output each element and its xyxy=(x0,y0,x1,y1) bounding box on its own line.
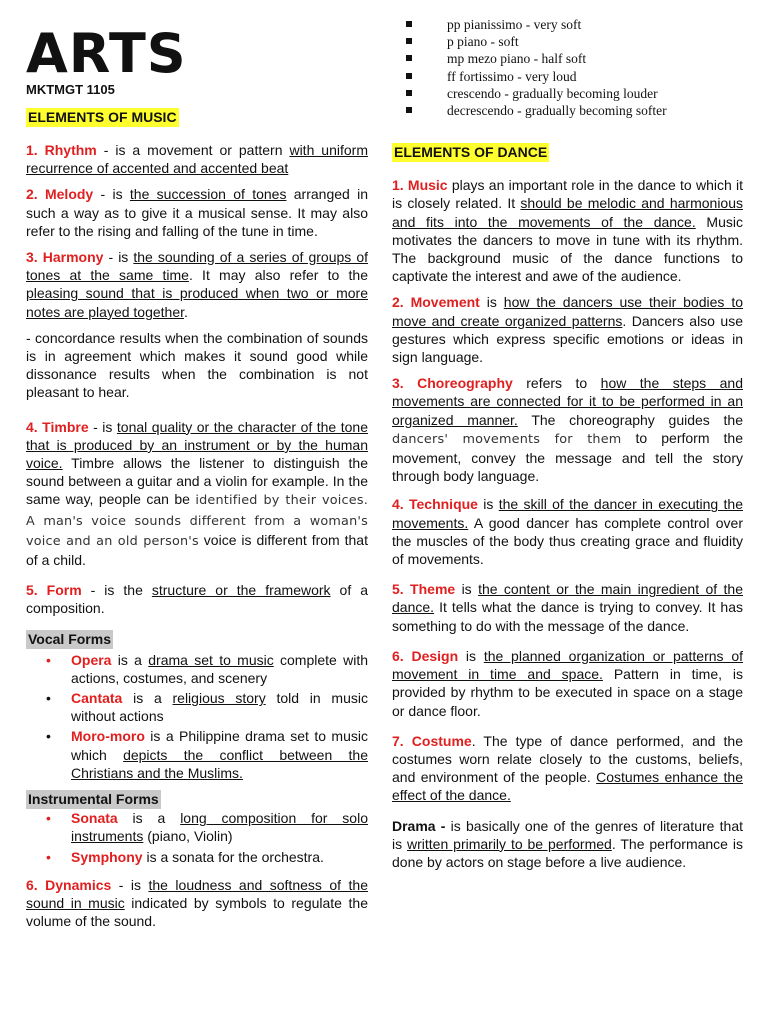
timbre-text-2: Timbre allows the listener to distinguish the sound between a guitar and a violin for example. In the same way, people can be xyxy=(26,455,368,508)
dynamics-text-2: indicated by symbols to regulate the volume of the sound. xyxy=(26,894,368,930)
dance-music-term: 1. Music xyxy=(392,177,448,194)
form-name: Opera xyxy=(71,651,112,668)
choreography-text: refers to xyxy=(512,375,601,392)
timbre-definition: tonal quality or the character of the tone that is produced by an instrument or by the human voice. xyxy=(26,418,368,472)
rhythm-term: 1. Rhythm xyxy=(26,142,97,158)
movement-paragraph xyxy=(392,293,743,366)
list-item xyxy=(392,68,743,85)
harmony-text: - is xyxy=(103,249,134,266)
timbre-paragraph xyxy=(26,418,368,570)
design-term: 6. Design xyxy=(392,647,459,664)
form-text-2: (piano, Violin) xyxy=(143,828,233,845)
form-name: Moro-moro xyxy=(71,728,145,745)
theme-text-2: It tells what the dance is trying to convey. It has something to do with the message of the dance. xyxy=(392,599,743,634)
dance-heading: ELEMENTS OF DANCE xyxy=(394,144,548,161)
dynamics-symbol: crescendo - gradually becoming louder xyxy=(447,85,658,101)
costume-definition: Costumes enhance the effect of the dance. xyxy=(392,769,744,804)
timbre-text: - is xyxy=(88,418,117,435)
harmony-paragraph xyxy=(26,248,368,321)
bullet-icon: • xyxy=(46,728,51,745)
costume-term: 7. Costume xyxy=(392,732,472,749)
music-heading: ELEMENTS OF MUSIC xyxy=(28,109,177,125)
square-bullet-icon xyxy=(406,73,412,79)
costume-paragraph xyxy=(392,732,743,805)
harmony-text-3: . xyxy=(184,303,188,320)
form-text: is a xyxy=(122,690,173,707)
timbre-text-4: voice is different from that of a child. xyxy=(26,531,368,569)
theme-definition: the content or the main ingredient of the dance. xyxy=(392,581,743,616)
technique-text-2: A good dancer has complete control over the muscles of the body thus creating grace and fluidity of movements. xyxy=(392,514,743,568)
melody-text-2: arranged in such a way as to give it a musical sense. It may also refer to the rising and falling of the tune in time. xyxy=(26,186,369,239)
technique-term: 4. Technique xyxy=(392,496,478,513)
dynamics-term: 6. Dynamics xyxy=(26,876,112,893)
square-bullet-icon xyxy=(406,38,412,44)
page-title: ARTS xyxy=(26,22,187,85)
bullet-icon: • xyxy=(46,690,51,707)
harmony-definition: the sounding of a series of groups of tones at the same time xyxy=(26,249,368,284)
form-definition: depicts the conflict between the Christians and the Muslims. xyxy=(71,746,368,781)
dynamics-symbol: decrescendo - gradually becoming softer xyxy=(447,103,667,119)
instrumental-forms-heading: Instrumental Forms xyxy=(28,791,159,808)
choreography-definition: how the steps and movements are connected for it to be performed in an organized manner. xyxy=(392,375,743,428)
bullet-icon: • xyxy=(46,810,51,827)
list-item xyxy=(26,809,368,845)
dance-music-paragraph xyxy=(392,176,743,285)
movement-term: 2. Movement xyxy=(392,294,480,311)
technique-paragraph xyxy=(392,495,743,568)
design-definition: the planned organization or patterns of movement in time and space. xyxy=(392,647,743,683)
design-text-2: Pattern in time, is provided by rhythm to be executed in space on a stage or dance floor. xyxy=(392,666,744,719)
left-column xyxy=(26,22,369,938)
dynamics-symbol: pp pianissimo - very soft xyxy=(447,17,582,32)
list-item xyxy=(26,848,368,866)
form-text: is a xyxy=(117,810,181,827)
bullet-icon: • xyxy=(46,651,51,668)
choreography-paragraph xyxy=(392,374,743,485)
choreography-term: 3. Choreography xyxy=(392,375,513,392)
square-bullet-icon xyxy=(406,21,412,27)
form-paragraph xyxy=(26,581,368,617)
design-paragraph xyxy=(392,647,743,720)
drama-term: Drama - xyxy=(392,817,446,834)
technique-text: is xyxy=(477,496,499,513)
dynamics-definition: the loudness and softness of the sound in music xyxy=(26,876,368,911)
technique-definition: the skill of the dancer in executing the movements. xyxy=(392,496,743,531)
form-definition: long composition for solo instruments xyxy=(71,810,368,845)
costume-text: . The type of dance performed, and the costumes worn relate closely to the customs, beliefs, and environment of the people. xyxy=(392,732,743,786)
rhythm-text: - is a movement or pattern xyxy=(96,142,290,158)
form-text: is a xyxy=(111,651,149,668)
form-text-2: told in music without actions xyxy=(71,690,368,725)
drama-definition: written primarily to be performed xyxy=(407,835,612,852)
bullet-icon: • xyxy=(46,848,51,865)
form-name: Cantata xyxy=(71,690,123,707)
square-bullet-icon xyxy=(406,107,412,113)
dance-music-text-2: Music motivates the dancers to move in tune with its rhythm. The background music of the dance functions to captivate the interest and awe of the audience. xyxy=(392,213,743,285)
drama-text-2: . The performance is done by actors on stage before a live audience. xyxy=(392,835,743,870)
harmony-term: 3. Harmony xyxy=(26,249,104,266)
dynamics-symbol: mp mezo piano - half soft xyxy=(447,51,587,67)
movement-definition: how the dancers use their bodies to move and create organized patterns xyxy=(392,294,744,329)
square-bullet-icon xyxy=(406,55,412,61)
dynamics-symbol: ff fortissimo - very loud xyxy=(447,68,577,84)
movement-text: is xyxy=(479,294,504,311)
concordance-paragraph: - concordance results when the combination of sounds is in agreement which makes it sound good while dissonance results when the combination is not pleasant to hear. xyxy=(26,329,368,401)
movement-text-2: . Dancers also use gestures which express specific emotions or ideas in sign language. xyxy=(392,312,743,366)
form-definition: religious story xyxy=(172,690,266,707)
melody-paragraph xyxy=(26,185,368,240)
rhythm-definition: with uniform recurrence of accented and accented beat xyxy=(26,142,368,177)
form-text: - is the xyxy=(81,582,152,599)
instrumental-forms-list xyxy=(26,809,368,866)
melody-definition: the succession of tones xyxy=(129,186,287,203)
form-term: 5. Form xyxy=(26,582,82,599)
form-text-2: of a composition. xyxy=(26,582,368,617)
form-text: is a Philippine drama set to music which xyxy=(71,728,368,763)
harmony-definition-2: pleasing sound that is produced when two or more notes are played together xyxy=(26,285,368,320)
theme-term: 5. Theme xyxy=(392,581,456,598)
theme-text: is xyxy=(455,581,479,598)
form-name: Sonata xyxy=(71,810,118,827)
list-item xyxy=(26,689,368,725)
dance-music-text: plays an important role in the dance to which it is closely related. It xyxy=(392,177,744,212)
melody-text: - is xyxy=(93,186,130,203)
list-item xyxy=(26,651,368,687)
list-item xyxy=(392,85,743,102)
list-item xyxy=(392,102,743,119)
form-definition: drama set to music xyxy=(148,651,274,668)
form-text-2: complete with actions, costumes, and scenery xyxy=(71,651,369,686)
dynamics-symbol: p piano - soft xyxy=(447,34,519,50)
drama-paragraph xyxy=(392,817,743,872)
dynamics-text: - is xyxy=(111,876,149,893)
dynamics-symbols-list xyxy=(392,16,743,119)
dynamics-paragraph xyxy=(26,876,368,931)
theme-paragraph xyxy=(392,580,743,635)
list-item xyxy=(392,16,743,33)
square-bullet-icon xyxy=(406,90,412,96)
vocal-forms-heading: Vocal Forms xyxy=(28,630,111,647)
vocal-forms-list xyxy=(26,651,368,782)
dance-music-definition: should be melodic and harmonious and fits into the movements of the dance. xyxy=(392,195,744,230)
choreography-text-3: dancers' movements for them xyxy=(392,431,622,447)
list-item xyxy=(392,50,743,67)
choreography-text-2: The choreography guides the xyxy=(517,411,744,428)
form-name: Symphony xyxy=(71,848,143,865)
drama-text: is basically one of the genres of literature that is xyxy=(392,817,743,852)
timbre-term: 4. Timbre xyxy=(26,418,89,435)
right-column xyxy=(392,16,743,879)
form-definition: structure or the framework xyxy=(151,582,331,599)
list-item xyxy=(392,33,743,50)
design-text: is xyxy=(458,647,484,664)
form-text: is a sonata for the orchestra. xyxy=(142,848,324,865)
rhythm-paragraph xyxy=(26,141,368,177)
choreography-text-4: to perform the movement, convey the message and tell the story through body language. xyxy=(392,429,743,485)
course-code: MKTMGT 1105 xyxy=(26,82,115,97)
list-item xyxy=(26,727,368,782)
timbre-text-3: identified by their voices. A man's voice sounds different from a woman's voice and an old person's xyxy=(26,493,368,549)
harmony-text-2: . It may also refer to the xyxy=(188,267,368,284)
melody-term: 2. Melody xyxy=(26,186,94,203)
